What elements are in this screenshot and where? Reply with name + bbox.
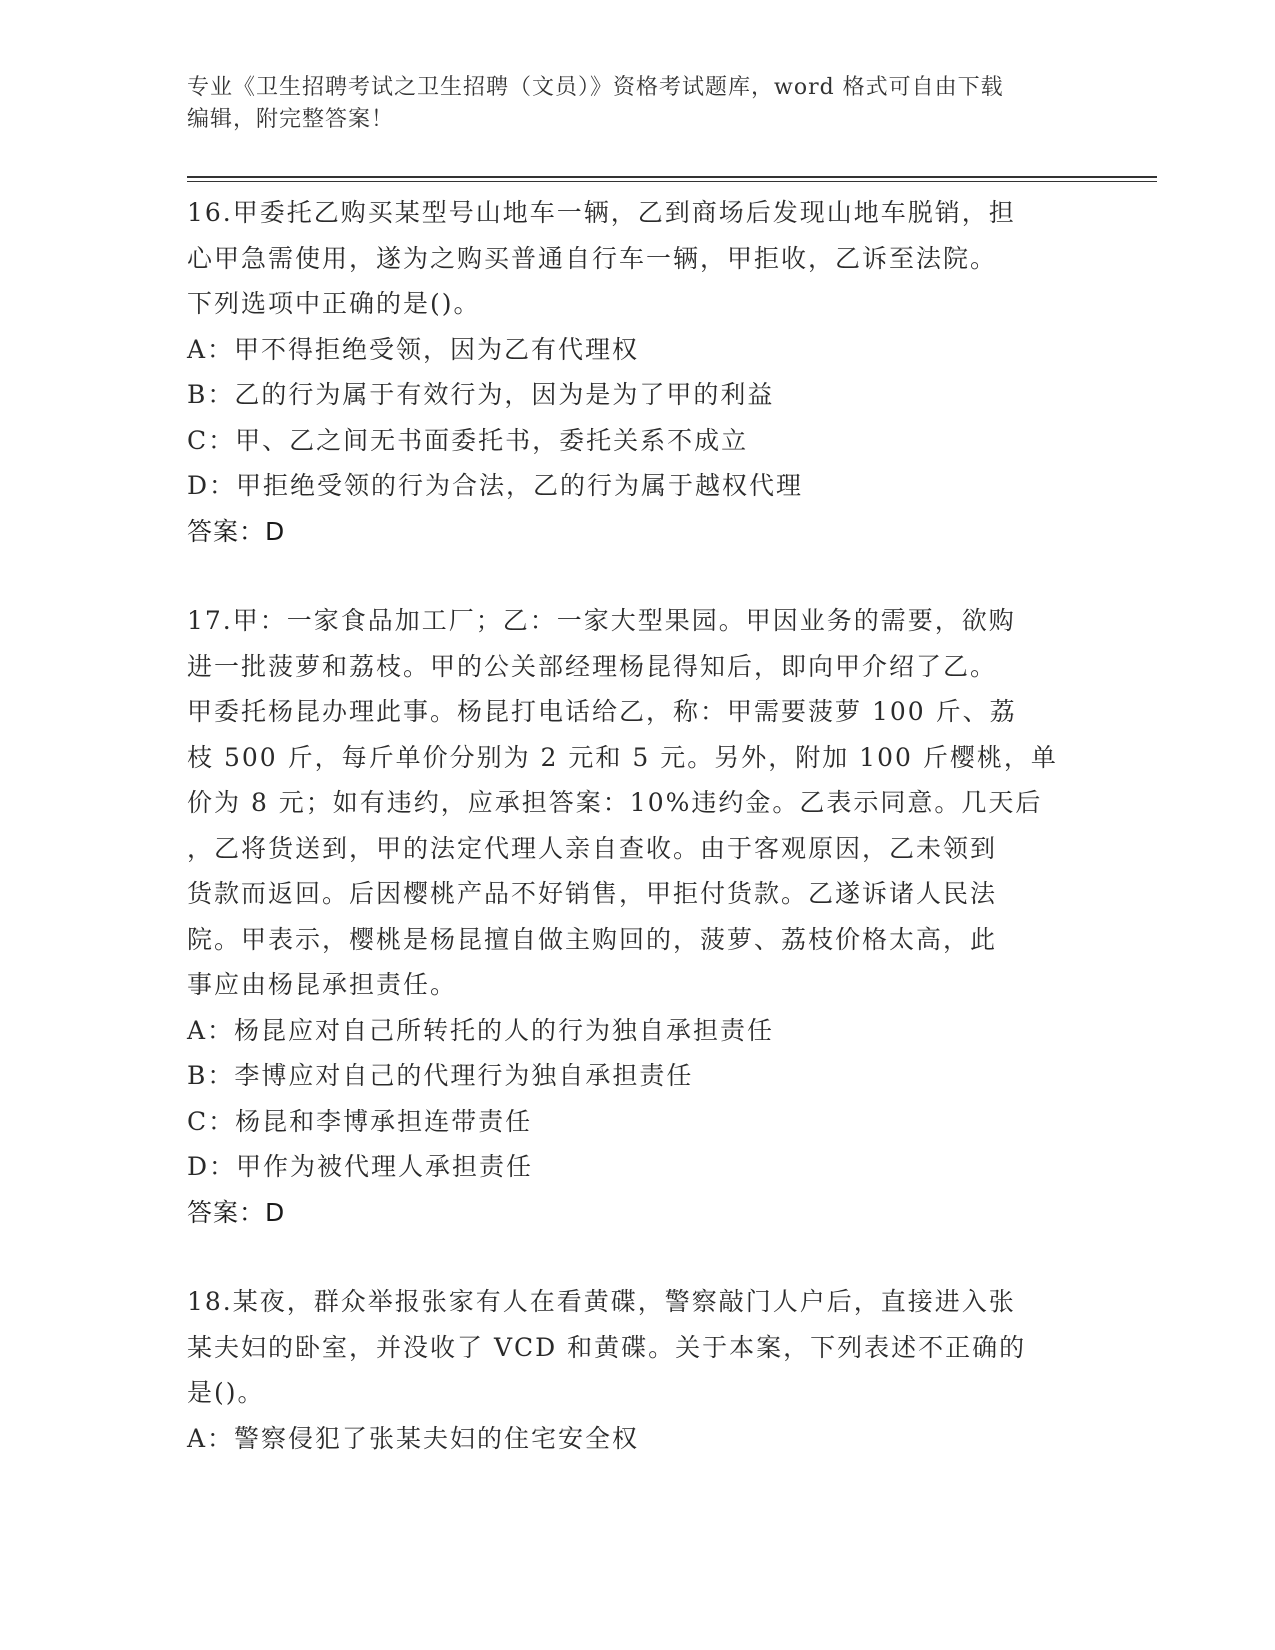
question-list — [187, 190, 1087, 1461]
question-stem-line: 16.甲委托乙购买某型号山地车一辆，乙到商场后发现山地车脱销，担 — [187, 198, 1016, 227]
option-a: A：甲不得拒绝受领，因为乙有代理权 — [187, 334, 640, 364]
question-stem-line: 枝 500 斤，每斤单价分别为 2 元和 5 元。另外，附加 100 斤樱桃，单 — [187, 742, 1058, 772]
header-divider-thin — [187, 181, 1157, 182]
option-c: C：甲、乙之间无书面委托书，委托关系不成立 — [187, 425, 749, 455]
option-a: A：警察侵犯了张某夫妇的住宅安全权 — [187, 1423, 640, 1453]
question-stem-line: 下列选项中正确的是()。 — [187, 289, 481, 318]
option-c: C：杨昆和李博承担连带责任 — [187, 1106, 533, 1136]
option-d: D：甲作为被代理人承担责任 — [187, 1152, 534, 1181]
question-stem-line: 事应由杨昆承担责任。 — [187, 970, 458, 999]
document-header — [187, 72, 1087, 136]
header-line-2: 编辑，附完整答案！ — [187, 107, 395, 132]
question-stem-line: 心甲急需使用，遂为之购买普通自行车一辆，甲拒收，乙诉至法院。 — [187, 243, 998, 273]
question-stem-line: 货款而返回。后因樱桃产品不好销售，甲拒付货款。乙遂诉诸人民法 — [187, 879, 998, 908]
option-a: A：杨昆应对自己所转托的人的行为独自承担责任 — [187, 1015, 775, 1045]
question-stem-line: 院。甲表示，樱桃是杨昆擅自做主购回的，菠萝、荔枝价格太高，此 — [187, 924, 998, 954]
question-stem-line: 价为 8 元；如有违约，应承担答案：10%违约金。乙表示同意。几天后 — [187, 788, 1043, 817]
question-18 — [187, 1279, 1087, 1461]
header-line-1: 专业《卫生招聘考试之卫生招聘（文员）》资格考试题库，word 格式可自由下载 — [187, 75, 1004, 100]
question-16 — [187, 190, 1087, 554]
option-d: D：甲拒绝受领的行为合法，乙的行为属于越权代理 — [187, 471, 804, 500]
question-stem-line: 甲委托杨昆办理此事。杨昆打电话给乙，称：甲需要菠萝 100 斤、荔 — [187, 697, 1017, 726]
question-stem-line: 是()。 — [187, 1378, 265, 1407]
question-stem-line: 17.甲：一家食品加工厂；乙：一家大型果园。甲因业务的需要，欲购 — [187, 606, 1016, 635]
question-stem-line: 进一批菠萝和荔枝。甲的公关部经理杨昆得知后，即向甲介绍了乙。 — [187, 651, 998, 681]
question-17 — [187, 598, 1087, 1235]
option-b: B：李博应对自己的代理行为独自承担责任 — [187, 1061, 694, 1090]
question-stem-line: 18.某夜，群众举报张家有人在看黄碟，警察敲门人户后，直接进入张 — [187, 1287, 1016, 1316]
header-divider-thick — [187, 176, 1157, 178]
question-stem-line: 某夫妇的卧室，并没收了 VCD 和黄碟。关于本案，下列表述不正确的 — [187, 1332, 1027, 1362]
option-b: B：乙的行为属于有效行为，因为是为了甲的利益 — [187, 380, 775, 409]
question-stem-line: ，乙将货送到，甲的法定代理人亲自查收。由于客观原因，乙未领到 — [187, 833, 998, 863]
answer-line: 答案：D — [187, 516, 286, 546]
question-spacer — [187, 554, 1087, 598]
answer-line: 答案：D — [187, 1197, 286, 1227]
question-spacer — [187, 1235, 1087, 1279]
